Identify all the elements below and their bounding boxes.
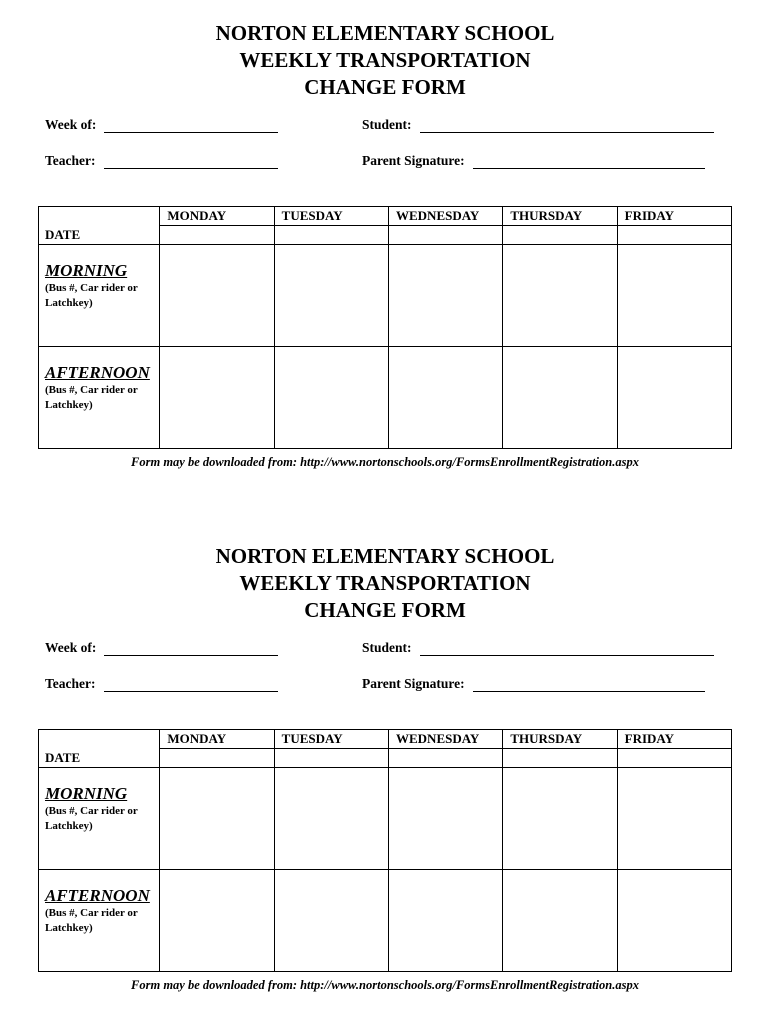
teacher-label: Teacher: (45, 676, 96, 691)
afternoon-cell-thursday[interactable] (503, 347, 617, 449)
schedule-table (38, 729, 732, 972)
morning-cell-thursday[interactable] (503, 245, 617, 347)
title-line-2: WEEKLY TRANSPORTATION (239, 48, 531, 72)
morning-note: (Bus #, Car rider or Latchkey) (45, 805, 138, 832)
afternoon-cell-monday[interactable] (160, 347, 274, 449)
afternoon-cell-wednesday[interactable] (389, 870, 503, 972)
parent-signature-blank[interactable] (473, 677, 705, 692)
download-note: Form may be downloaded from: http://www.nortonschools.org/FormsEnrollmentRegistration.aspx (131, 455, 639, 469)
week-of-label: Week of: (45, 117, 97, 132)
afternoon-note: (Bus #, Car rider or Latchkey) (45, 907, 138, 934)
morning-cell-monday[interactable] (160, 245, 274, 347)
afternoon-label-cell (39, 870, 160, 972)
morning-label-cell (39, 768, 160, 870)
date-cell-friday[interactable] (617, 749, 731, 768)
date-cell-friday[interactable] (617, 226, 731, 245)
morning-cell-thursday[interactable] (503, 768, 617, 870)
morning-note: (Bus #, Car rider or Latchkey) (45, 282, 138, 309)
afternoon-heading: AFTERNOON (45, 886, 150, 905)
day-header-thursday: THURSDAY (503, 730, 617, 749)
teacher-label: Teacher: (45, 153, 96, 168)
student-blank[interactable] (420, 641, 714, 656)
week-of-blank[interactable] (104, 118, 278, 133)
morning-label-cell (39, 245, 160, 347)
student-field (362, 117, 714, 133)
parent-signature-blank[interactable] (473, 154, 705, 169)
morning-row (39, 245, 732, 347)
morning-cell-wednesday[interactable] (389, 768, 503, 870)
title-line-3: CHANGE FORM (304, 598, 466, 622)
day-header-monday: MONDAY (160, 207, 274, 226)
morning-cell-wednesday[interactable] (389, 245, 503, 347)
student-label: Student: (362, 640, 412, 655)
teacher-blank[interactable] (104, 677, 278, 692)
afternoon-cell-wednesday[interactable] (389, 347, 503, 449)
table-header-row (39, 730, 732, 749)
date-cell-tuesday[interactable] (274, 226, 388, 245)
date-cell-wednesday[interactable] (389, 226, 503, 245)
week-of-field (45, 640, 278, 656)
date-cell-tuesday[interactable] (274, 749, 388, 768)
afternoon-row (39, 870, 732, 972)
afternoon-label-cell (39, 347, 160, 449)
morning-row (39, 768, 732, 870)
morning-cell-tuesday[interactable] (274, 768, 388, 870)
date-row (39, 226, 732, 245)
date-cell-monday[interactable] (160, 749, 274, 768)
afternoon-note: (Bus #, Car rider or Latchkey) (45, 384, 138, 411)
parent-signature-field (362, 676, 705, 692)
date-label: DATE (39, 226, 160, 245)
afternoon-cell-tuesday[interactable] (274, 870, 388, 972)
day-header-wednesday: WEDNESDAY (389, 730, 503, 749)
title-line-2: WEEKLY TRANSPORTATION (239, 571, 531, 595)
teacher-field (45, 676, 278, 692)
afternoon-cell-monday[interactable] (160, 870, 274, 972)
form-title (0, 20, 770, 101)
day-header-tuesday: TUESDAY (274, 207, 388, 226)
week-of-field (45, 117, 278, 133)
afternoon-heading: AFTERNOON (45, 363, 150, 382)
afternoon-cell-friday[interactable] (617, 870, 731, 972)
student-field (362, 640, 714, 656)
morning-heading: MORNING (45, 784, 128, 803)
afternoon-row (39, 347, 732, 449)
afternoon-cell-friday[interactable] (617, 347, 731, 449)
corner-cell (39, 207, 160, 226)
student-blank[interactable] (420, 118, 714, 133)
student-label: Student: (362, 117, 412, 132)
day-header-friday: FRIDAY (617, 207, 731, 226)
morning-heading: MORNING (45, 261, 128, 280)
day-header-wednesday: WEDNESDAY (389, 207, 503, 226)
teacher-blank[interactable] (104, 154, 278, 169)
download-note: Form may be downloaded from: http://www.nortonschools.org/FormsEnrollmentRegistration.aspx (131, 978, 639, 992)
date-label: DATE (39, 749, 160, 768)
week-of-blank[interactable] (104, 641, 278, 656)
day-header-tuesday: TUESDAY (274, 730, 388, 749)
parent-signature-label: Parent Signature: (362, 153, 465, 168)
title-line-1: NORTON ELEMENTARY SCHOOL (215, 21, 555, 45)
date-cell-monday[interactable] (160, 226, 274, 245)
date-cell-thursday[interactable] (503, 749, 617, 768)
date-cell-thursday[interactable] (503, 226, 617, 245)
form-title (0, 543, 770, 624)
parent-signature-label: Parent Signature: (362, 676, 465, 691)
day-header-friday: FRIDAY (617, 730, 731, 749)
morning-cell-friday[interactable] (617, 245, 731, 347)
day-header-monday: MONDAY (160, 730, 274, 749)
morning-cell-monday[interactable] (160, 768, 274, 870)
day-header-thursday: THURSDAY (503, 207, 617, 226)
date-row (39, 749, 732, 768)
date-cell-wednesday[interactable] (389, 749, 503, 768)
teacher-field (45, 153, 278, 169)
morning-cell-tuesday[interactable] (274, 245, 388, 347)
corner-cell (39, 730, 160, 749)
schedule-table (38, 206, 732, 449)
morning-cell-friday[interactable] (617, 768, 731, 870)
table-header-row (39, 207, 732, 226)
parent-signature-field (362, 153, 705, 169)
title-line-3: CHANGE FORM (304, 75, 466, 99)
afternoon-cell-tuesday[interactable] (274, 347, 388, 449)
title-line-1: NORTON ELEMENTARY SCHOOL (215, 544, 555, 568)
afternoon-cell-thursday[interactable] (503, 870, 617, 972)
week-of-label: Week of: (45, 640, 97, 655)
